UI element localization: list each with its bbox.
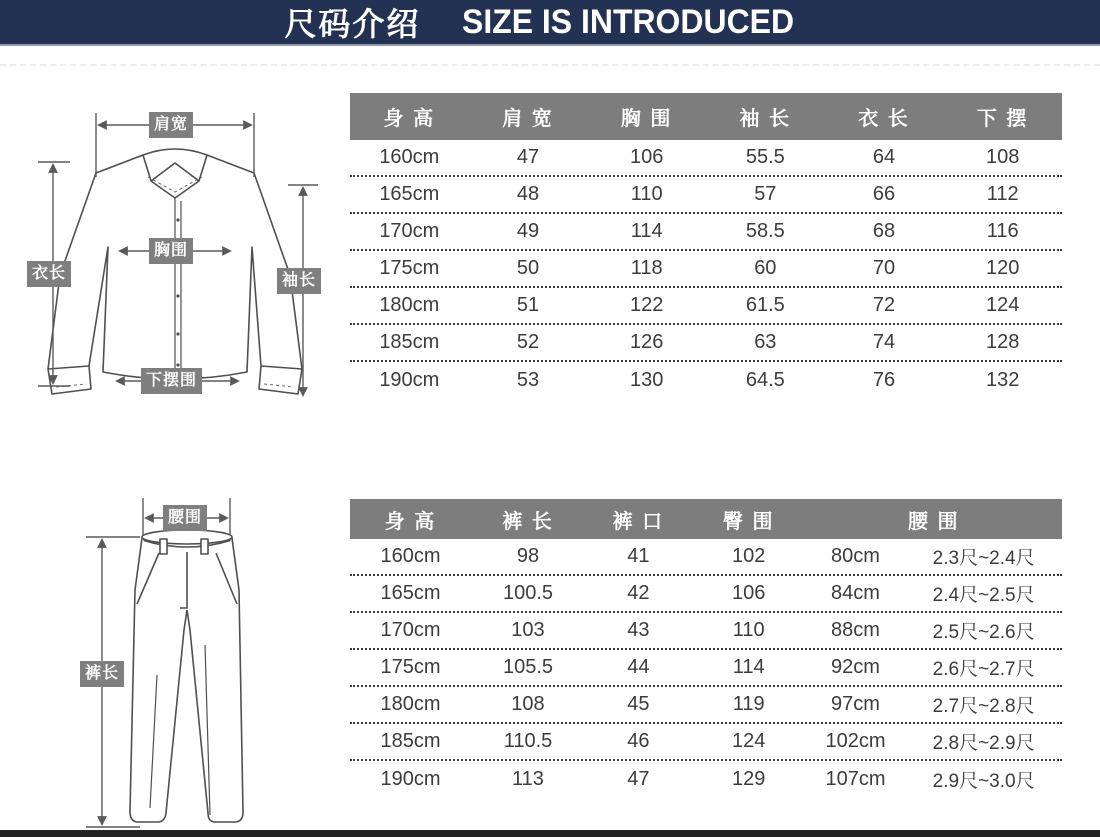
hip-cell: 106 xyxy=(732,582,766,604)
table-row xyxy=(350,539,1062,576)
length-cell: 72 xyxy=(872,294,896,316)
length-cell: 74 xyxy=(872,331,896,353)
column-header: 下 摆 xyxy=(976,108,1029,130)
hem-cell: 132 xyxy=(985,369,1020,391)
height-cell: 160cm xyxy=(380,545,441,567)
waist-label: 腰围 xyxy=(163,505,207,531)
title-banner xyxy=(0,0,1100,46)
hip-cell: 124 xyxy=(732,730,766,752)
height-cell: 180cm xyxy=(379,294,440,316)
height-cell: 175cm xyxy=(380,656,441,678)
pants-length-cell: 100.5 xyxy=(502,582,554,604)
height-cell: 185cm xyxy=(380,730,441,752)
shirt-size-table xyxy=(350,93,1062,399)
column-header: 臀 围 xyxy=(722,510,775,533)
hem-label: 下摆围 xyxy=(141,368,202,394)
waist-chi-cell: 2.9尺~3.0尺 xyxy=(932,771,1035,792)
hem-cell: 112 xyxy=(986,183,1019,205)
chest-cell: 122 xyxy=(629,294,664,316)
column-header: 腰 围 xyxy=(908,510,960,533)
column-header: 裤 口 xyxy=(612,510,665,533)
shirt-table-header xyxy=(350,93,1062,140)
hip-cell: 114 xyxy=(732,656,765,678)
height-cell: 185cm xyxy=(379,331,440,353)
chest-cell: 130 xyxy=(629,369,664,391)
waist-chi-cell: 2.3尺~2.4尺 xyxy=(932,548,1035,569)
length-cell: 68 xyxy=(872,220,896,242)
table-row xyxy=(350,325,1062,362)
column-header: 裤 长 xyxy=(502,510,554,533)
leg-opening-cell: 43 xyxy=(627,619,650,641)
height-cell: 160cm xyxy=(379,146,440,168)
height-cell: 165cm xyxy=(380,582,441,604)
leg-opening-cell: 47 xyxy=(627,768,650,790)
waist-cm-cell: 102cm xyxy=(825,730,886,752)
garment-length-label: 衣长 xyxy=(27,261,71,287)
sleeve-length-label: 袖长 xyxy=(277,268,321,294)
chest-cell: 118 xyxy=(630,257,663,279)
table-row xyxy=(350,362,1062,399)
column-header: 袖 长 xyxy=(739,108,792,130)
height-cell: 170cm xyxy=(380,619,441,641)
pants-length-label: 裤长 xyxy=(80,661,124,687)
sleeve-cell: 61.5 xyxy=(745,294,785,316)
shoulder-cell: 53 xyxy=(516,369,540,391)
sleeve-cell: 60 xyxy=(754,257,777,279)
height-cell: 180cm xyxy=(380,693,441,715)
pants-line-art xyxy=(60,480,360,837)
table-row xyxy=(350,177,1062,214)
waist-chi-cell: 2.8尺~2.9尺 xyxy=(932,733,1035,754)
leg-opening-cell: 42 xyxy=(627,582,650,604)
waist-chi-cell: 2.6尺~2.7尺 xyxy=(932,659,1035,680)
table-row xyxy=(350,613,1062,650)
column-header: 肩 宽 xyxy=(502,108,554,130)
table-row xyxy=(350,761,1062,798)
page-title-chinese: 尺码介绍 xyxy=(284,6,421,42)
chest-cell: 106 xyxy=(629,146,664,168)
chest-label: 胸围 xyxy=(149,238,193,264)
sleeve-cell: 58.5 xyxy=(745,220,785,242)
leg-opening-cell: 46 xyxy=(627,730,650,752)
height-cell: 175cm xyxy=(379,257,440,279)
shoulder-width-label: 肩宽 xyxy=(149,112,193,138)
page-title-english: SIZE IS INTRODUCED xyxy=(462,2,795,41)
table-row xyxy=(350,687,1062,724)
waist-cm-cell: 80cm xyxy=(831,545,880,567)
column-header: 衣 长 xyxy=(858,108,910,130)
chest-cell: 114 xyxy=(630,220,663,242)
shoulder-cell: 47 xyxy=(516,146,540,168)
pants-table-body xyxy=(350,539,1062,798)
hip-cell: 110 xyxy=(732,619,765,641)
shoulder-cell: 50 xyxy=(516,257,540,279)
hem-cell: 120 xyxy=(985,257,1020,279)
waist-cm-cell: 97cm xyxy=(831,693,880,715)
waist-cm-cell: 92cm xyxy=(831,656,880,678)
height-cell: 165cm xyxy=(379,183,440,205)
faint-fold-line xyxy=(0,64,1100,66)
sleeve-cell: 57 xyxy=(754,183,777,205)
pants-length-cell: 98 xyxy=(516,545,540,567)
table-row xyxy=(350,140,1062,177)
hip-cell: 102 xyxy=(732,545,766,567)
pants-length-cell: 108 xyxy=(511,693,545,715)
length-cell: 70 xyxy=(872,257,896,279)
chest-cell: 126 xyxy=(629,331,664,353)
hip-cell: 119 xyxy=(732,693,765,715)
pants-size-table xyxy=(350,499,1062,798)
sleeve-cell: 64.5 xyxy=(745,369,785,391)
table-row xyxy=(350,251,1062,288)
shoulder-cell: 51 xyxy=(516,294,540,316)
length-cell: 64 xyxy=(872,146,896,168)
shoulder-cell: 49 xyxy=(516,220,540,242)
column-header: 身 高 xyxy=(383,108,436,130)
pants-measure-diagram xyxy=(60,480,360,837)
waist-cm-cell: 88cm xyxy=(831,619,880,641)
sleeve-cell: 63 xyxy=(754,331,777,353)
waist-chi-cell: 2.4尺~2.5尺 xyxy=(932,585,1035,606)
sleeve-cell: 55.5 xyxy=(745,146,785,168)
length-cell: 66 xyxy=(872,183,896,205)
leg-opening-cell: 45 xyxy=(627,693,650,715)
waist-chi-cell: 2.7尺~2.8尺 xyxy=(932,696,1035,717)
pants-length-cell: 110.5 xyxy=(503,730,553,752)
hem-cell: 128 xyxy=(985,331,1020,353)
hem-cell: 108 xyxy=(985,146,1020,168)
pants-table-header xyxy=(350,499,1062,539)
waist-cm-cell: 107cm xyxy=(825,768,886,790)
pants-length-cell: 105.5 xyxy=(502,656,554,678)
hip-cell: 129 xyxy=(732,768,766,790)
waist-cm-cell: 84cm xyxy=(831,582,880,604)
pants-length-cell: 103 xyxy=(511,619,545,641)
height-cell: 190cm xyxy=(380,768,441,790)
length-cell: 76 xyxy=(872,369,896,391)
shoulder-cell: 52 xyxy=(516,331,540,353)
column-header: 身 高 xyxy=(384,510,437,533)
table-row xyxy=(350,288,1062,325)
shirt-table-body xyxy=(350,140,1062,399)
table-row xyxy=(350,214,1062,251)
column-header: 胸 围 xyxy=(620,108,673,130)
height-cell: 190cm xyxy=(379,369,440,391)
pants-length-cell: 113 xyxy=(512,768,544,790)
shoulder-cell: 48 xyxy=(516,183,540,205)
leg-opening-cell: 44 xyxy=(627,656,650,678)
table-row xyxy=(350,724,1062,761)
hem-cell: 116 xyxy=(986,220,1019,242)
leg-opening-cell: 41 xyxy=(627,545,650,567)
waist-chi-cell: 2.5尺~2.6尺 xyxy=(932,622,1035,643)
shirt-measure-diagram xyxy=(0,85,345,425)
height-cell: 170cm xyxy=(379,220,440,242)
hem-cell: 124 xyxy=(985,294,1020,316)
bottom-divider-bar xyxy=(0,830,1100,837)
table-row xyxy=(350,650,1062,687)
table-row xyxy=(350,576,1062,613)
chest-cell: 110 xyxy=(630,183,663,205)
